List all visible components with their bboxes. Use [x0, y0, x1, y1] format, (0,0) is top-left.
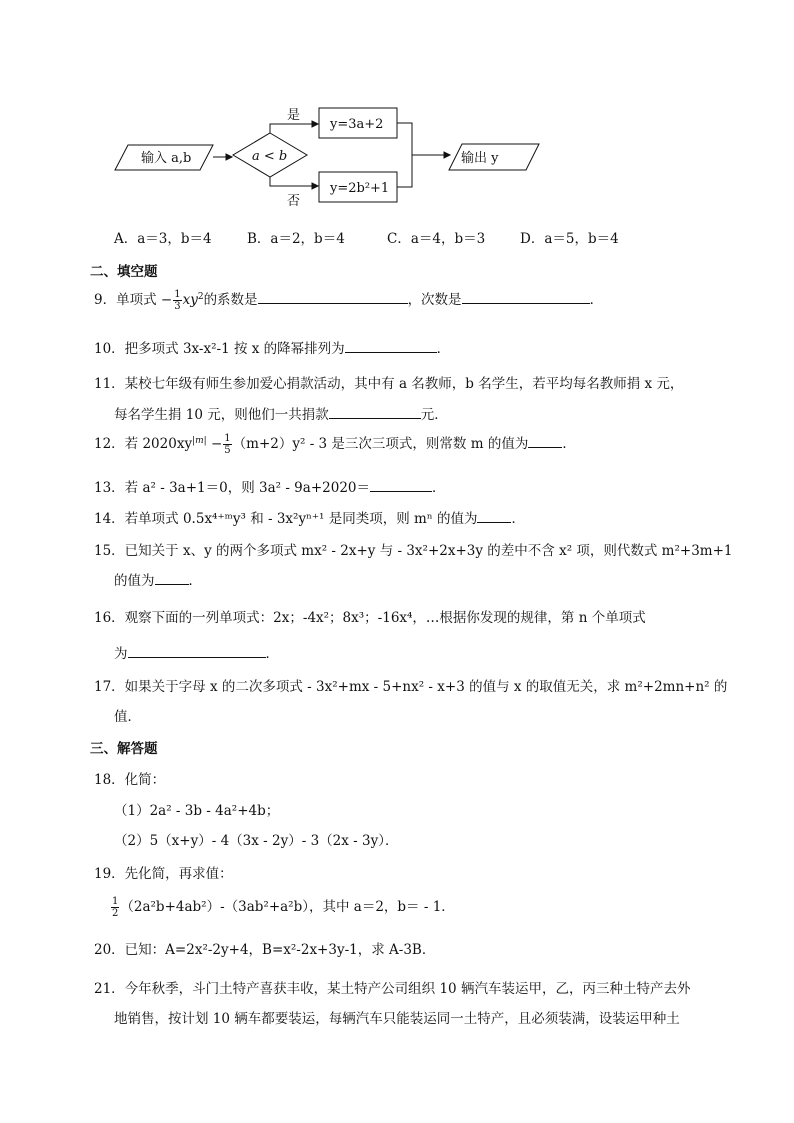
- q12-blank[interactable]: [528, 435, 562, 448]
- q9-text-4: ．: [589, 292, 604, 308]
- input-label: 输入 a,b: [141, 151, 192, 166]
- q14: [94, 507, 525, 527]
- q16-blank[interactable]: [128, 645, 266, 658]
- q12-text-2: （m+2）y² - 3 是三次三项式，则常数 m 的值为: [232, 436, 529, 452]
- q11-blank[interactable]: [329, 406, 421, 419]
- fraction-one-third: $\frac{1}{3}$: [174, 289, 181, 312]
- q17-line-2: 值．: [114, 709, 141, 725]
- q20: 20．已知：A=2x²-2y+4，B=x²-2x+3y-1，求 A-3B．: [94, 942, 436, 958]
- q19-title: 19．先化简，再求值：: [94, 866, 233, 882]
- q15-line-2-text: 的值为: [114, 573, 155, 589]
- condition-label: a < b: [252, 149, 288, 164]
- q16-end: ．: [265, 646, 279, 662]
- q9-blank-degree[interactable]: [462, 291, 590, 304]
- q14-end: ．: [511, 511, 525, 527]
- q8-option-b[interactable]: B．a＝2，b＝4: [247, 231, 345, 247]
- q13: [94, 476, 446, 496]
- q12: [94, 432, 576, 456]
- q12-end: ．: [562, 436, 576, 452]
- q12-text-1: 12．若 2020xy: [94, 436, 193, 452]
- q21-line-2: 地销售，按计划 10 辆车都要装运，每辆汽车只能装运同一土特产，且必须装满，设装运甲种土: [114, 1011, 680, 1027]
- q19-expression: [110, 895, 455, 919]
- q13-text: 13．若 a² - 3a+1＝0，则 3a² - 9a+2020＝: [94, 480, 370, 496]
- q10: [94, 337, 450, 357]
- q15-line-1: 15．已知关于 x、y 的两个多项式 mx² - 2x+y 与 - 3x²+2x+3y 的差中不含 x² 项，则代数式 m²+3m+1: [94, 543, 733, 559]
- section-fill-heading: 二、填空题: [90, 264, 158, 280]
- q10-blank[interactable]: [345, 340, 437, 353]
- q18-title: 18．化简：: [94, 772, 166, 788]
- section-solve-heading: 三、解答题: [90, 741, 158, 757]
- q13-end: ．: [432, 480, 446, 496]
- fraction-one-half: $\frac{1}{2}$: [112, 896, 119, 919]
- q14-text: 14．若单项式 0.5x⁴⁺ᵐy³ 和 - 3x²yⁿ⁺¹ 是同类项，则 mⁿ 的值为: [94, 511, 478, 527]
- yes-result-text: y=3a+2: [330, 117, 384, 132]
- no-result-text: y=2b²+1: [330, 181, 390, 196]
- q12-fraction: − $\frac{1}{5}$: [210, 433, 231, 456]
- q9-blank-coefficient[interactable]: [258, 291, 408, 304]
- q11-line-2: [114, 403, 448, 423]
- q9: [94, 288, 603, 312]
- q10-end: ．: [436, 341, 451, 357]
- q18-part-2: （2）5（x+y）- 4（3x - 2y）- 3（2x - 3y）．: [114, 833, 399, 849]
- q12-exponent: |m|: [192, 436, 207, 446]
- q9-monomial: − $\frac{1}{3}$ $xy^2$: [160, 289, 204, 312]
- flowchart: [0, 0, 794, 215]
- q17-line-1: 17．如果关于字母 x 的二次多项式 - 3x²+mx - 5+nx² - x+3 的值与 x 的取值无关，求 m²+2mn+n² 的: [94, 679, 728, 695]
- q16-line-2-text: 为: [114, 646, 128, 662]
- q9-text-2: 的系数是: [203, 292, 258, 308]
- q14-blank[interactable]: [477, 510, 511, 523]
- q13-blank[interactable]: [370, 479, 432, 492]
- no-label: 否: [287, 194, 301, 209]
- q9-text-1: 单项式: [116, 292, 157, 308]
- q10-text: 10．把多项式 3x-x²-1 按 x 的降幂排列为: [94, 341, 345, 357]
- q15-line-2: [114, 569, 202, 589]
- q8-option-a[interactable]: A．a＝3，b＝4: [114, 231, 212, 247]
- q11-end: 元．: [420, 407, 448, 423]
- q15-blank[interactable]: [155, 572, 189, 585]
- q18-part-1: （1）2a² - 3b - 4a²+4b；: [114, 803, 280, 819]
- q8-option-d[interactable]: D．a＝5，b＝4: [520, 231, 619, 247]
- output-label: 输出 y: [461, 151, 499, 166]
- q21-line-1: 21．今年秋季，斗门土特产喜获丰收，某土特产公司组织 10 辆汽车装运甲，乙，丙三种土特产去外: [94, 981, 691, 997]
- q16-line-1: 16．观察下面的一列单项式：2x；-4x²；8x³；-16x⁴，…根据你发现的规律，第 n 个单项式: [94, 610, 646, 626]
- q9-text-3: ，次数是: [407, 292, 462, 308]
- yes-label: 是: [287, 108, 301, 123]
- q11-line-1: 11．某校七年级有师生参加爱心捐款活动，其中有 a 名教师，b 名学生，若平均每名教师捐 x 元，: [94, 376, 684, 392]
- q15-end: ．: [188, 573, 202, 589]
- q9-num: 9．: [94, 292, 117, 308]
- q19-expression-text: （2a²b+4ab²）-（3ab²+a²b），其中 a＝2，b＝ - 1．: [120, 899, 455, 915]
- q8-option-c[interactable]: C．a＝4，b＝3: [387, 231, 486, 247]
- q11-line-2-text: 每名学生捐 10 元，则他们一共捐款: [114, 407, 329, 423]
- q16-line-2: [114, 642, 279, 662]
